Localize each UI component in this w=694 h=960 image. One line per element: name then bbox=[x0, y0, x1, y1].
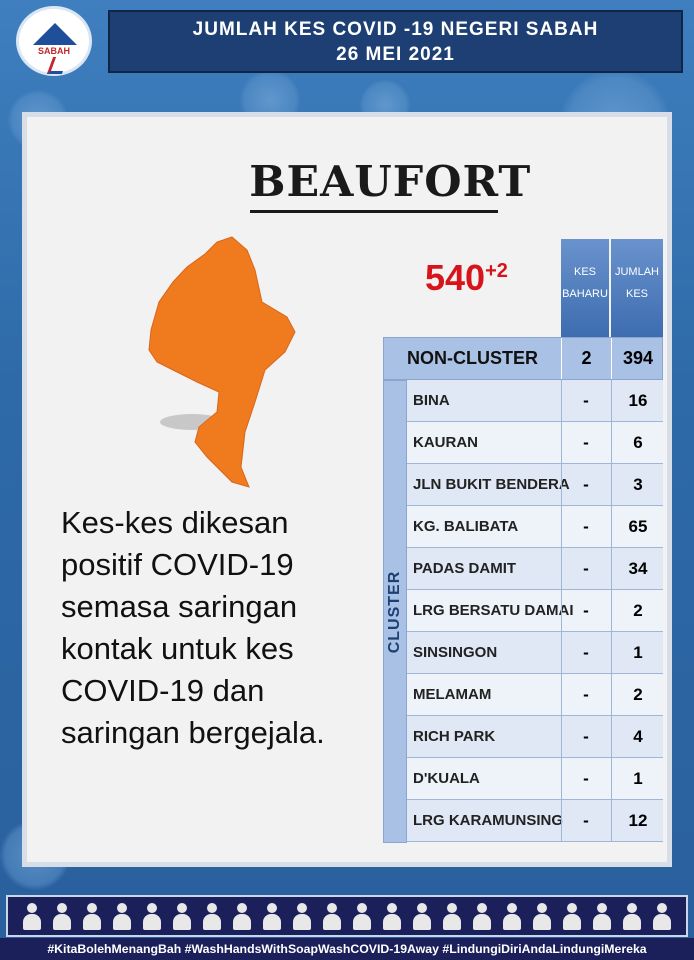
title-line1: JUMLAH KES COVID -19 NEGERI SABAH bbox=[192, 19, 599, 40]
cluster-name: SINSINGON bbox=[413, 644, 498, 661]
table-row bbox=[407, 548, 663, 590]
non-cluster-label: NON-CLUSTER bbox=[407, 348, 538, 368]
total-value: 540 bbox=[425, 257, 486, 298]
person-icon bbox=[412, 903, 432, 931]
district-name: BEAUFORT bbox=[249, 157, 532, 206]
person-icon bbox=[532, 903, 552, 931]
person-icon bbox=[292, 903, 312, 931]
cluster-new: - bbox=[561, 632, 610, 674]
cluster-name: KAURAN bbox=[413, 434, 478, 451]
cluster-label: CLUSTER bbox=[386, 570, 403, 653]
cluster-total: 12 bbox=[611, 800, 664, 842]
logo-swoosh-icon bbox=[47, 57, 68, 74]
cluster-new: - bbox=[561, 464, 610, 506]
col-header-kes-baharu: KES BAHARU bbox=[561, 239, 609, 337]
table-row bbox=[407, 674, 663, 716]
district-underline bbox=[250, 210, 498, 213]
cluster-name: MELAMAM bbox=[413, 686, 492, 703]
non-cluster-total: 394 bbox=[611, 338, 664, 379]
cluster-total: 2 bbox=[611, 674, 664, 716]
cluster-new: - bbox=[561, 422, 610, 464]
cluster-new: - bbox=[561, 758, 610, 800]
col-header-jumlah-kes: JUMLAH KES bbox=[611, 239, 663, 337]
title-banner bbox=[108, 10, 683, 73]
sabah-logo bbox=[16, 6, 92, 76]
non-cluster-new: 2 bbox=[561, 338, 611, 379]
cluster-new: - bbox=[561, 716, 610, 758]
cluster-new: - bbox=[561, 590, 610, 632]
person-icon bbox=[262, 903, 282, 931]
person-icon bbox=[622, 903, 642, 931]
cluster-new: - bbox=[561, 674, 610, 716]
table-row bbox=[407, 506, 663, 548]
cluster-total: 16 bbox=[611, 380, 664, 422]
total-cases bbox=[425, 257, 508, 299]
cluster-name: D'KUALA bbox=[413, 770, 480, 787]
person-icon bbox=[502, 903, 522, 931]
person-icon bbox=[142, 903, 162, 931]
cluster-name: BINA bbox=[413, 392, 450, 409]
non-cluster-row bbox=[383, 337, 663, 380]
person-icon bbox=[322, 903, 342, 931]
cluster-total: 1 bbox=[611, 758, 664, 800]
cluster-side-label bbox=[383, 380, 407, 843]
person-icon bbox=[352, 903, 372, 931]
district-map-icon bbox=[137, 232, 297, 492]
table-row bbox=[407, 590, 663, 632]
table-row bbox=[407, 758, 663, 800]
cluster-name: LRG KARAMUNSING bbox=[413, 812, 563, 829]
person-icon bbox=[382, 903, 402, 931]
cluster-name: JLN BUKIT BENDERA bbox=[413, 476, 570, 493]
person-icon bbox=[562, 903, 582, 931]
frontliner-figures-strip bbox=[6, 895, 688, 937]
description-text: Kes-kes dikesan positif COVID-19 semasa saringan kontak untuk kes COVID-19 dan saringan bergejala. bbox=[61, 505, 325, 750]
cluster-total: 2 bbox=[611, 590, 664, 632]
table-row bbox=[407, 464, 663, 506]
person-icon bbox=[232, 903, 252, 931]
hashtags: #KitaBolehMenangBah #WashHandsWithSoapWashCOVID-19Away #LindungiDiriAndaLindungiMereka bbox=[0, 938, 694, 960]
cluster-total: 3 bbox=[611, 464, 664, 506]
person-icon bbox=[82, 903, 102, 931]
table-row bbox=[407, 632, 663, 674]
person-icon bbox=[112, 903, 132, 931]
person-icon bbox=[202, 903, 222, 931]
main-panel bbox=[22, 112, 672, 867]
cluster-name: PADAS DAMIT bbox=[413, 560, 517, 577]
new-cases-superscript: +2 bbox=[485, 260, 508, 282]
cluster-name: LRG BERSATU DAMAI bbox=[413, 602, 574, 619]
table-row bbox=[407, 800, 663, 842]
mountain-icon bbox=[33, 23, 77, 45]
cluster-new: - bbox=[561, 506, 610, 548]
person-icon bbox=[592, 903, 612, 931]
cluster-total: 65 bbox=[611, 506, 664, 548]
cluster-name: RICH PARK bbox=[413, 728, 496, 745]
table-row bbox=[407, 422, 663, 464]
person-icon bbox=[172, 903, 192, 931]
table-row bbox=[407, 380, 663, 422]
cluster-total: 4 bbox=[611, 716, 664, 758]
person-icon bbox=[442, 903, 462, 931]
cluster-total: 34 bbox=[611, 548, 664, 590]
person-icon bbox=[22, 903, 42, 931]
logo-text: SABAH bbox=[37, 46, 70, 56]
table-row bbox=[407, 716, 663, 758]
cluster-total: 1 bbox=[611, 632, 664, 674]
cluster-new: - bbox=[561, 380, 610, 422]
person-icon bbox=[652, 903, 672, 931]
cluster-total: 6 bbox=[611, 422, 664, 464]
title-date: 26 MEI 2021 bbox=[336, 44, 455, 65]
person-icon bbox=[472, 903, 492, 931]
person-icon bbox=[52, 903, 72, 931]
cluster-name: KG. BALIBATA bbox=[413, 518, 519, 535]
cluster-table bbox=[407, 380, 663, 842]
cluster-new: - bbox=[561, 548, 610, 590]
cluster-new: - bbox=[561, 800, 610, 842]
